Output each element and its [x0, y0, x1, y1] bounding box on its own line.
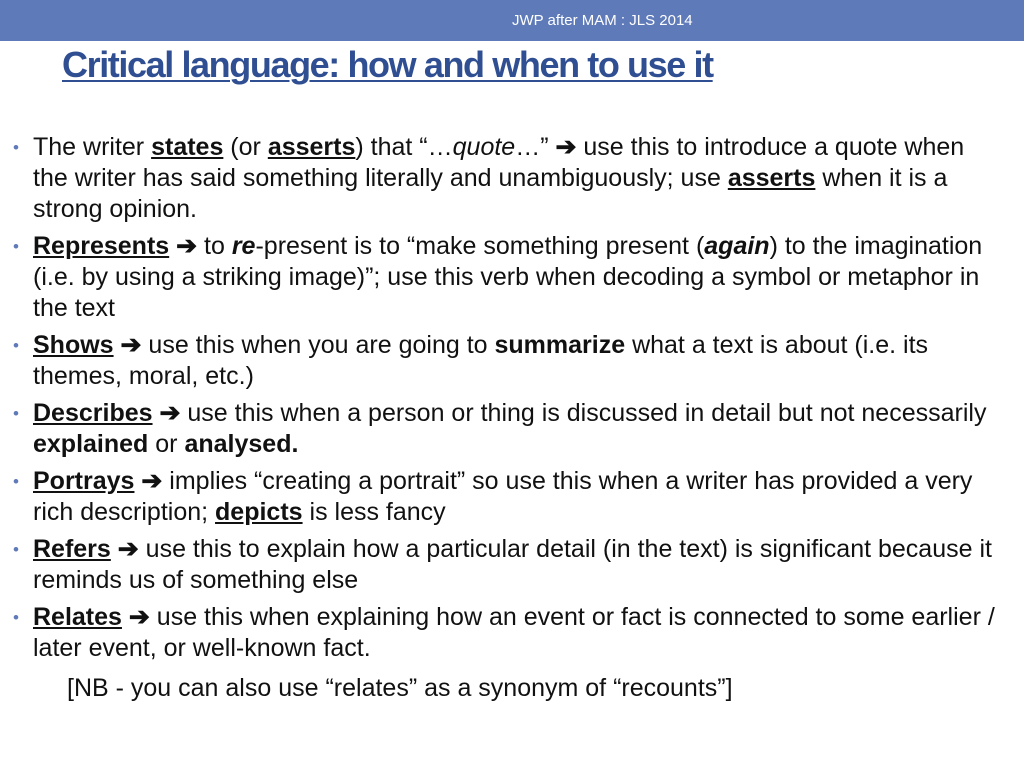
again-word: again	[704, 232, 770, 260]
term-asserts: asserts	[267, 133, 356, 161]
list-item-relates	[0, 602, 1024, 664]
item-text: when it is a strong opinion.	[33, 164, 948, 223]
item-text: to	[197, 232, 232, 260]
term-states: states	[151, 133, 224, 161]
item-text: use this when explaining how an event or fact is connected to some earlier / later event, or well-known fact.	[33, 603, 995, 662]
bullet-icon: •	[13, 472, 19, 491]
item-text: is less fancy	[302, 498, 446, 526]
item-text: use this to introduce a quote when the writer has said something literally and unambiguously; use	[33, 133, 965, 192]
term-asserts: asserts	[727, 164, 816, 192]
bullet-icon: •	[13, 540, 19, 559]
term-portrays: Portrays	[33, 467, 135, 495]
item-text: …”	[515, 133, 556, 161]
list-item-refers	[0, 534, 1024, 596]
term-shows: Shows	[33, 331, 114, 359]
list-item-describes	[0, 398, 1024, 460]
arrow-icon: ➔	[141, 467, 163, 495]
term-depicts: depicts	[215, 498, 303, 526]
item-text: ) to the imagination (i.e. by using a striking image)”; use this verb when decoding a symbol or metaphor in the text	[33, 232, 983, 322]
quote-word: quote	[452, 133, 516, 161]
list-item-shows	[0, 330, 1024, 392]
nb-note: [NB - you can also use “relates” as a synonym of “recounts”]	[67, 674, 733, 702]
header-text: JWP after MAM : JLS 2014	[512, 12, 693, 29]
term-represents: Represents	[33, 232, 170, 260]
term-relates: Relates	[33, 603, 122, 631]
item-text: The writer	[33, 133, 152, 161]
bullet-list	[0, 132, 1024, 670]
arrow-icon: ➔	[117, 535, 139, 563]
bullet-icon: •	[13, 138, 19, 157]
arrow-icon: ➔	[120, 331, 142, 359]
item-text: (or	[223, 133, 268, 161]
arrow-icon: ➔	[128, 603, 150, 631]
arrow-icon: ➔	[555, 133, 577, 161]
list-item-represents	[0, 231, 1024, 324]
summarize-word: summarize	[494, 331, 626, 359]
arrow-icon: ➔	[176, 232, 198, 260]
bullet-icon: •	[13, 404, 19, 423]
bullet-icon: •	[13, 336, 19, 355]
explained-word: explained	[33, 430, 149, 458]
item-text: use this when a person or thing is discussed in detail but not necessarily	[180, 399, 987, 427]
bullet-icon: •	[13, 237, 19, 256]
item-text: what a text is about (i.e. its themes, moral, etc.)	[33, 331, 929, 390]
item-text: -present is to “make something present (	[255, 232, 705, 260]
slide-title: Critical language: how and when to use it	[62, 44, 713, 85]
item-text: use this to explain how a particular detail (in the text) is significant because it reminds us of something else	[33, 535, 992, 594]
header-bar	[0, 0, 1024, 41]
analysed-word: analysed.	[184, 430, 299, 458]
item-text: or	[148, 430, 185, 458]
item-text: implies “creating a portrait” so use this when a writer has provided a very rich description;	[33, 467, 973, 526]
item-text: use this when you are going to	[141, 331, 495, 359]
term-describes: Describes	[33, 399, 153, 427]
re-prefix: re	[231, 232, 256, 260]
term-refers: Refers	[33, 535, 111, 563]
item-text: ) that “…	[355, 133, 453, 161]
list-item-states	[0, 132, 1024, 225]
bullet-icon: •	[13, 608, 19, 627]
arrow-icon: ➔	[159, 399, 181, 427]
list-item-portrays	[0, 466, 1024, 528]
